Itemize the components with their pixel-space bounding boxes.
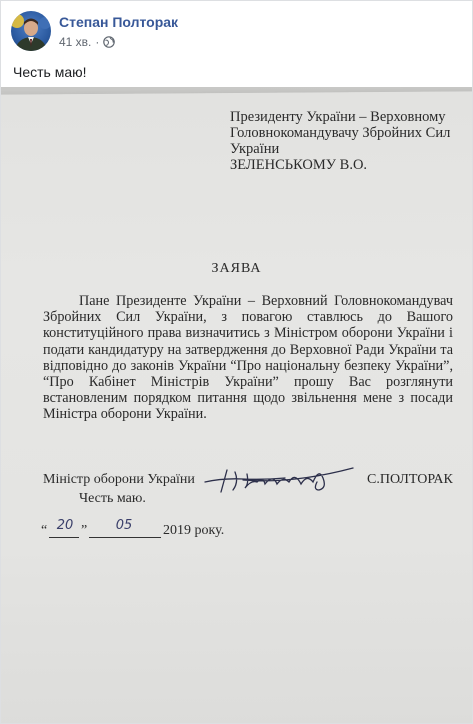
author-name[interactable]: Степан Полторак xyxy=(59,14,179,30)
date-month: 05 xyxy=(115,518,133,533)
addressee-line: Головнокомандувачу Збройних Сил xyxy=(230,125,451,141)
post-meta xyxy=(59,35,115,49)
addressee-line: ЗЕЛЕНСЬКОМУ В.О. xyxy=(230,157,368,173)
post-text: Честь маю! xyxy=(13,64,87,80)
letter-date xyxy=(41,518,341,547)
date-quote-close: ” xyxy=(81,523,88,538)
date-day: 20 xyxy=(56,518,74,533)
signature-row xyxy=(43,472,463,502)
addressee-line: України xyxy=(230,141,280,157)
post-timestamp[interactable]: 41 хв. xyxy=(59,35,92,49)
signer-position: Міністр оборони України xyxy=(43,472,195,487)
letter-body xyxy=(43,293,453,423)
post-photo[interactable] xyxy=(1,87,472,723)
date-year: 2019 року. xyxy=(163,523,225,538)
resignation-letter xyxy=(1,87,472,723)
letter-addressee xyxy=(230,109,460,173)
letter-title: ЗАЯВА xyxy=(211,261,262,276)
avatar-portrait-icon xyxy=(11,11,51,51)
meta-separator: · xyxy=(95,35,100,49)
letter-closing: Честь маю. xyxy=(79,491,146,506)
privacy-globe-icon[interactable] xyxy=(103,36,115,48)
author-avatar[interactable] xyxy=(11,11,51,51)
date-quote-open: “ xyxy=(41,523,48,538)
signer-name: С.ПОЛТОРАК xyxy=(367,472,453,487)
date-day-underline xyxy=(49,537,79,538)
handwritten-signature-icon xyxy=(203,462,373,494)
letter-body-text: Пане Президенте України – Верховний Головнокомандувач Збройних Сил України, з повагою ставлюсь до Вашого конституційного права визначитись з Міністром оборони України і подати кандидатуру на затвердження до Верховної Ради України та відповідно до законів України “Про національну безпеку України”, “Про Кабінет Міністрів України” прошу Вас розглянути встановленим порядком питання щодо звільнення мене з посади Міністра оборони України. xyxy=(43,293,453,423)
addressee-line: Президенту України – Верховному xyxy=(230,109,446,125)
date-month-underline xyxy=(89,537,161,538)
